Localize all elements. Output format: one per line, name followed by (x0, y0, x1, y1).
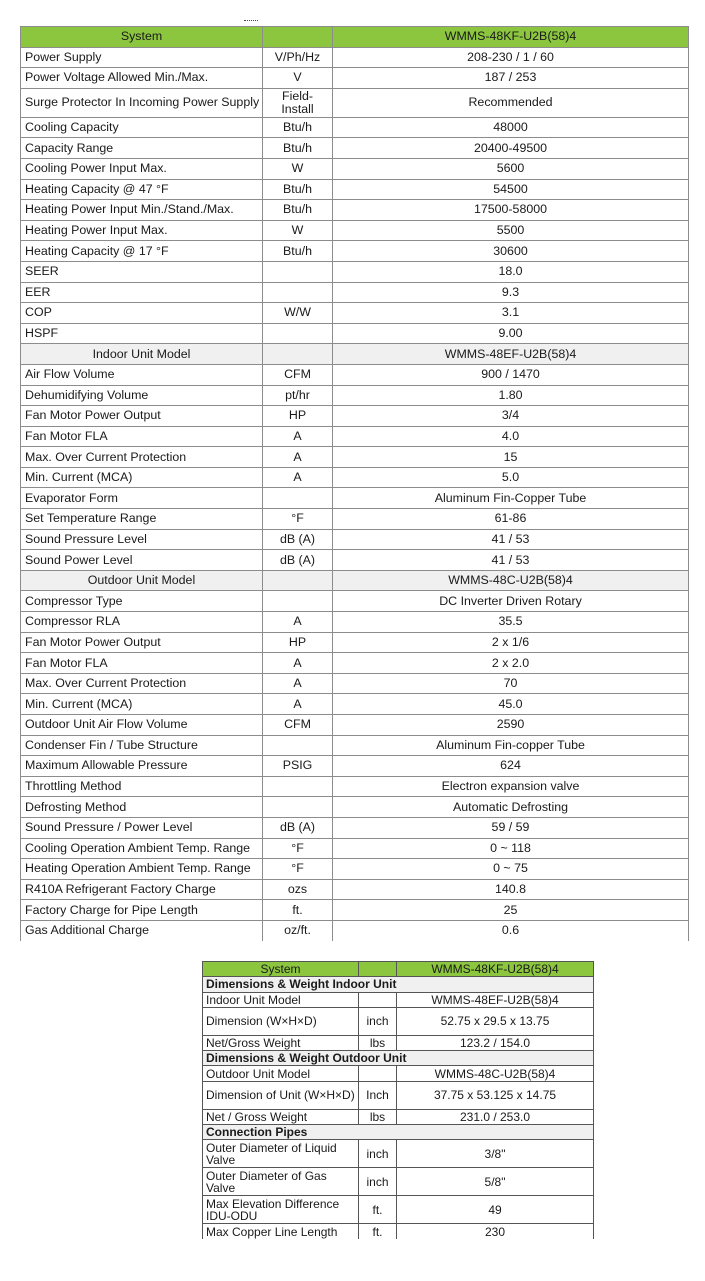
spec-row (21, 220, 689, 241)
spec-unit: dB (A) (263, 529, 333, 550)
spec-row (21, 509, 689, 530)
model-section-row (21, 344, 689, 365)
spec-label: Gas Additional Charge (21, 920, 263, 940)
spec-unit: A (263, 447, 333, 468)
spec-label: R410A Refrigerant Factory Charge (21, 879, 263, 900)
spec-row (21, 756, 689, 777)
spec-unit (359, 962, 397, 977)
spec-label: Min. Current (MCA) (21, 694, 263, 715)
spec-unit: ft. (359, 1196, 397, 1224)
spec-value: WMMS-48EF-U2B(58)4 (397, 992, 594, 1007)
spec-value: 2 x 1/6 (333, 632, 689, 653)
section-title: Connection Pipes (203, 1125, 594, 1140)
spec-label: Net / Gross Weight (203, 1109, 359, 1124)
spec-label: Outdoor Unit Air Flow Volume (21, 715, 263, 736)
spec-label: System (21, 27, 263, 48)
spec-row (21, 488, 689, 509)
spec-row (21, 385, 689, 406)
spec-label: Max. Over Current Protection (21, 673, 263, 694)
spec-row (21, 879, 689, 900)
spec-row (21, 797, 689, 818)
spec-row (21, 241, 689, 262)
dimensions-weight-table (202, 961, 594, 1239)
spec-row (21, 838, 689, 859)
spec-label: Capacity Range (21, 138, 263, 159)
spec-value: 3/8" (397, 1140, 594, 1168)
spec-value: 900 / 1470 (333, 364, 689, 385)
spec-label: Power Supply (21, 47, 263, 68)
spec-value: WMMS-48C-U2B(58)4 (397, 1066, 594, 1081)
spec-label: Compressor Type (21, 591, 263, 612)
spec-label: Power Voltage Allowed Min./Max. (21, 68, 263, 89)
system-header-row (21, 27, 689, 48)
spec-row (203, 1224, 594, 1239)
spec-value: 18.0 (333, 261, 689, 282)
spec-value: 17500-58000 (333, 200, 689, 221)
spec-row (203, 1066, 594, 1081)
spec-label: Outdoor Unit Model (203, 1066, 359, 1081)
section-header-row (203, 1051, 594, 1066)
spec-unit: inch (359, 1168, 397, 1196)
spec-row (21, 88, 689, 117)
spec-unit (263, 488, 333, 509)
spec-value: 140.8 (333, 879, 689, 900)
spec-unit: A (263, 612, 333, 633)
spec-value: 0 ~ 118 (333, 838, 689, 859)
spec-label: Fan Motor FLA (21, 653, 263, 674)
spec-value: 231.0 / 253.0 (397, 1109, 594, 1124)
spec-label: Indoor Unit Model (203, 992, 359, 1007)
spec-row (21, 261, 689, 282)
spec-row (21, 591, 689, 612)
spec-value: 59 / 59 (333, 817, 689, 838)
spec-row (21, 859, 689, 880)
spec-unit: W (263, 158, 333, 179)
spec-value: Automatic Defrosting (333, 797, 689, 818)
spec-unit: °F (263, 859, 333, 880)
spec-label: Fan Motor Power Output (21, 632, 263, 653)
spec-unit (263, 735, 333, 756)
spec-unit (263, 797, 333, 818)
spec-label: Outer Diameter of Gas Valve (203, 1168, 359, 1196)
spec-unit: ozs (263, 879, 333, 900)
spec-unit: PSIG (263, 756, 333, 777)
spec-row (21, 138, 689, 159)
spec-label: Sound Pressure / Power Level (21, 817, 263, 838)
spec-row (21, 406, 689, 427)
spec-row (21, 282, 689, 303)
spec-unit (263, 323, 333, 344)
scan-mark (244, 20, 258, 23)
spec-unit (263, 282, 333, 303)
system-spec-table-body (21, 27, 689, 941)
spec-unit: A (263, 694, 333, 715)
spec-unit: CFM (263, 715, 333, 736)
spec-label: Min. Current (MCA) (21, 467, 263, 488)
spec-unit: A (263, 467, 333, 488)
spec-label: Heating Power Input Max. (21, 220, 263, 241)
spec-label: Heating Power Input Min./Stand./Max. (21, 200, 263, 221)
spec-unit: pt/hr (263, 385, 333, 406)
spec-unit (263, 776, 333, 797)
spec-value: 49 (397, 1196, 594, 1224)
spec-value: 30600 (333, 241, 689, 262)
spec-label: Sound Pressure Level (21, 529, 263, 550)
spec-unit (263, 344, 333, 365)
spec-row (203, 1007, 594, 1035)
spec-value: 187 / 253 (333, 68, 689, 89)
spec-row (21, 900, 689, 921)
spec-unit: oz/ft. (263, 920, 333, 940)
spec-unit: Btu/h (263, 138, 333, 159)
spec-label: Max Copper Line Length (203, 1224, 359, 1239)
spec-row (21, 550, 689, 571)
spec-label: Compressor RLA (21, 612, 263, 633)
system-spec-table (20, 26, 689, 941)
spec-label: Condenser Fin / Tube Structure (21, 735, 263, 756)
spec-value: 230 (397, 1224, 594, 1239)
spec-value: 48000 (333, 117, 689, 138)
spec-unit: W (263, 220, 333, 241)
spec-label: Indoor Unit Model (21, 344, 263, 365)
spec-label: Fan Motor Power Output (21, 406, 263, 427)
spec-unit: A (263, 653, 333, 674)
spec-unit: A (263, 673, 333, 694)
spec-label: Max. Over Current Protection (21, 447, 263, 468)
spec-label: Heating Capacity @ 17 °F (21, 241, 263, 262)
spec-unit: CFM (263, 364, 333, 385)
spec-label: Set Temperature Range (21, 509, 263, 530)
spec-label: Factory Charge for Pipe Length (21, 900, 263, 921)
spec-label: Air Flow Volume (21, 364, 263, 385)
spec-value: 0 ~ 75 (333, 859, 689, 880)
spec-row (21, 303, 689, 324)
section-header-row (203, 1125, 594, 1140)
spec-value: 25 (333, 900, 689, 921)
spec-row (21, 612, 689, 633)
spec-row (203, 992, 594, 1007)
spec-row (21, 653, 689, 674)
spec-value: 41 / 53 (333, 550, 689, 571)
spec-label: Heating Operation Ambient Temp. Range (21, 859, 263, 880)
spec-value: 9.3 (333, 282, 689, 303)
spec-row (21, 776, 689, 797)
spec-row (21, 920, 689, 940)
spec-value: Recommended (333, 88, 689, 117)
spec-value: 70 (333, 673, 689, 694)
spec-label: Net/Gross Weight (203, 1035, 359, 1050)
spec-label: Dimension of Unit (W×H×D) (203, 1081, 359, 1109)
spec-unit: Btu/h (263, 117, 333, 138)
spec-unit: A (263, 426, 333, 447)
spec-row (21, 117, 689, 138)
spec-row (203, 1196, 594, 1224)
spec-unit: Btu/h (263, 200, 333, 221)
spec-label: Cooling Capacity (21, 117, 263, 138)
spec-row (21, 47, 689, 68)
spec-unit: Btu/h (263, 179, 333, 200)
spec-value: Aluminum Fin-Copper Tube (333, 488, 689, 509)
spec-value: 5/8" (397, 1168, 594, 1196)
spec-row (21, 715, 689, 736)
spec-unit: ft. (359, 1224, 397, 1239)
spec-row (203, 1035, 594, 1050)
spec-row (203, 1168, 594, 1196)
spec-value: 5600 (333, 158, 689, 179)
spec-value: WMMS-48EF-U2B(58)4 (333, 344, 689, 365)
spec-value: 0.6 (333, 920, 689, 940)
spec-value: WMMS-48KF-U2B(58)4 (397, 962, 594, 977)
spec-value: 3.1 (333, 303, 689, 324)
spec-row (21, 632, 689, 653)
spec-label: Outdoor Unit Model (21, 570, 263, 591)
spec-row (21, 817, 689, 838)
spec-row (21, 158, 689, 179)
section-header-row (203, 977, 594, 992)
spec-label: Heating Capacity @ 47 °F (21, 179, 263, 200)
spec-unit: lbs (359, 1109, 397, 1124)
spec-value: 3/4 (333, 406, 689, 427)
spec-row (21, 735, 689, 756)
spec-value: 20400-49500 (333, 138, 689, 159)
spec-row (21, 529, 689, 550)
spec-unit: V/Ph/Hz (263, 47, 333, 68)
spec-row (21, 323, 689, 344)
spec-label: Surge Protector In Incoming Power Supply (21, 88, 263, 117)
spec-row (21, 447, 689, 468)
spec-value: 15 (333, 447, 689, 468)
spec-value: WMMS-48C-U2B(58)4 (333, 570, 689, 591)
spec-unit (263, 261, 333, 282)
spec-value: DC Inverter Driven Rotary (333, 591, 689, 612)
dimensions-weight-table-body (203, 962, 594, 1239)
spec-value: 37.75 x 53.125 x 14.75 (397, 1081, 594, 1109)
spec-value: 2590 (333, 715, 689, 736)
spec-unit: dB (A) (263, 817, 333, 838)
section-title: Dimensions & Weight Indoor Unit (203, 977, 594, 992)
spec-row (203, 1109, 594, 1124)
system-header-row (203, 962, 594, 977)
spec-row (21, 200, 689, 221)
spec-value: 2 x 2.0 (333, 653, 689, 674)
spec-unit: lbs (359, 1035, 397, 1050)
spec-label: SEER (21, 261, 263, 282)
spec-value: WMMS-48KF-U2B(58)4 (333, 27, 689, 48)
spec-value: 35.5 (333, 612, 689, 633)
spec-row (21, 467, 689, 488)
spec-value: 4.0 (333, 426, 689, 447)
spec-value: 61-86 (333, 509, 689, 530)
spec-label: HSPF (21, 323, 263, 344)
spec-unit: V (263, 68, 333, 89)
spec-value: Electron expansion valve (333, 776, 689, 797)
spec-row (21, 179, 689, 200)
spec-label: Max Elevation Difference IDU-ODU (203, 1196, 359, 1224)
spec-value: 9.00 (333, 323, 689, 344)
spec-value: 41 / 53 (333, 529, 689, 550)
spec-unit: inch (359, 1140, 397, 1168)
section-title: Dimensions & Weight Outdoor Unit (203, 1051, 594, 1066)
spec-unit: Btu/h (263, 241, 333, 262)
spec-unit (263, 570, 333, 591)
spec-value: 52.75 x 29.5 x 13.75 (397, 1007, 594, 1035)
spec-label: Dehumidifying Volume (21, 385, 263, 406)
spec-label: Defrosting Method (21, 797, 263, 818)
spec-value: 1.80 (333, 385, 689, 406)
model-section-row (21, 570, 689, 591)
spec-value: 5.0 (333, 467, 689, 488)
spec-unit (263, 591, 333, 612)
spec-value: 208-230 / 1 / 60 (333, 47, 689, 68)
spec-label: Outer Diameter of Liquid Valve (203, 1140, 359, 1168)
spec-unit: ft. (263, 900, 333, 921)
spec-unit: HP (263, 632, 333, 653)
spec-value: Aluminum Fin-copper Tube (333, 735, 689, 756)
spec-unit: W/W (263, 303, 333, 324)
spec-label: Dimension (W×H×D) (203, 1007, 359, 1035)
spec-value: 123.2 / 154.0 (397, 1035, 594, 1050)
spec-label: System (203, 962, 359, 977)
spec-label: Maximum Allowable Pressure (21, 756, 263, 777)
spec-unit (359, 992, 397, 1007)
spec-row (21, 364, 689, 385)
spec-unit: inch (359, 1007, 397, 1035)
spec-label: Evaporator Form (21, 488, 263, 509)
spec-row (21, 673, 689, 694)
spec-label: COP (21, 303, 263, 324)
spec-unit: °F (263, 509, 333, 530)
spec-label: Cooling Operation Ambient Temp. Range (21, 838, 263, 859)
spec-unit: dB (A) (263, 550, 333, 571)
spec-value: 5500 (333, 220, 689, 241)
spec-row (21, 694, 689, 715)
spec-row (21, 68, 689, 89)
spec-label: Cooling Power Input Max. (21, 158, 263, 179)
spec-value: 624 (333, 756, 689, 777)
spec-unit (263, 27, 333, 48)
spec-value: 54500 (333, 179, 689, 200)
spec-unit: Inch (359, 1081, 397, 1109)
spec-row (203, 1140, 594, 1168)
spec-unit: °F (263, 838, 333, 859)
spec-unit: Field-Install (263, 88, 333, 117)
spec-row (203, 1081, 594, 1109)
spec-unit: HP (263, 406, 333, 427)
spec-label: Fan Motor FLA (21, 426, 263, 447)
spec-row (21, 426, 689, 447)
spec-label: Throttling Method (21, 776, 263, 797)
spec-unit (359, 1066, 397, 1081)
spec-value: 45.0 (333, 694, 689, 715)
spec-label: Sound Power Level (21, 550, 263, 571)
spec-label: EER (21, 282, 263, 303)
